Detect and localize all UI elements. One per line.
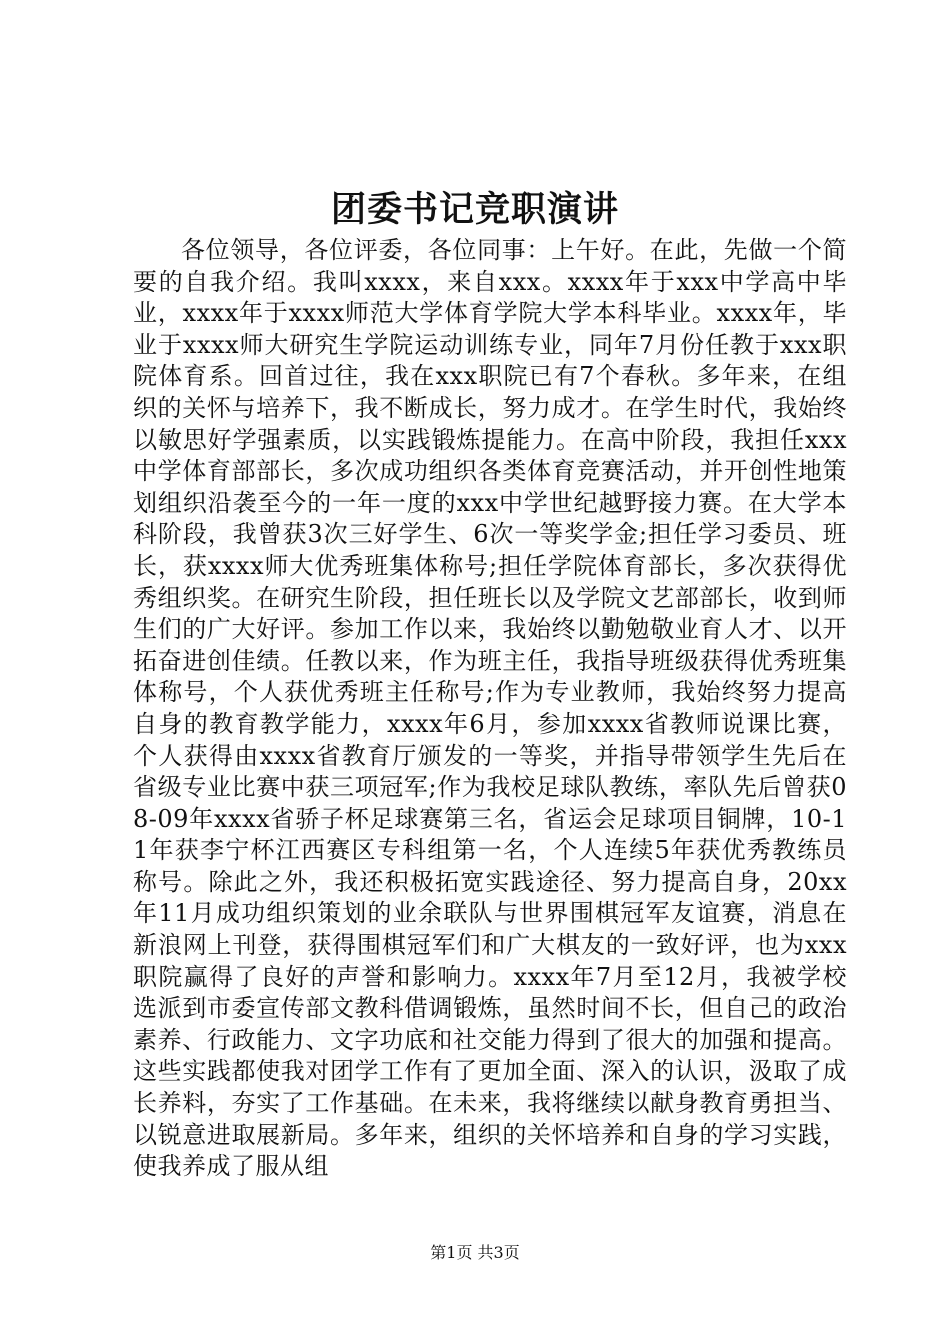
page-footer: 第1页 共3页 bbox=[430, 1243, 520, 1262]
document-body-paragraph: 各位领导，各位评委，各位同事：上午好。在此，先做一个简要的自我介绍。我叫xxxx，来自xxx。xxxx年于xxx中学高中毕业，xxxx年于xxxx师范大学体育学院大学本科毕业。xxxx年，毕业于xxxx师大研究生学院运动训练专业，同年7月份任教于xxx职院体育系。回首过往，我在xxx职院已有7个春秋。多年来，在组织的关怀与培养下，我不断成长，努力成才。在学生时代，我始终以敏思好学强素质，以实践锻炼提能力。在高中阶段，我担任xxx中学体育部部长，多次成功组织各类体育竞赛活动，并开创性地策划组织沿袭至今的一年一度的xxx中学世纪越野接力赛。在大学本科阶段，我曾获3次三好学生、6次一等奖学金;担任学习委员、班长，获xxxx师大优秀班集体称号;担任学院体育部长，多次获得优秀组织奖。在研究生阶段，担任班长以及学院文艺部部长，收到师生们的广大好评。参加工作以来，我始终以勤勉敬业育人才、以开拓奋进创佳绩。任教以来，作为班主任，我指导班级获得优秀班集体称号，个人获优秀班主任称号;作为专业教师，我始终努力提高自身的教育教学能力，xxxx年6月，参加xxxx省教师说课比赛，个人获得由xxxx省教育厅颁发的一等奖，并指导带领学生先后在省级专业比赛中获三项冠军;作为我校足球队教练，率队先后曾获08-09年xxxx省骄子杯足球赛第三名，省运会足球项目铜牌，10-11年获李宁杯江西赛区专科组第一名，个人连续5年获优秀教练员称号。除此之外，我还积极拓宽实践途径、努力提高自身，20xx年11月成功组织策划的业余联队与世界围棋冠军友谊赛，消息在新浪网上刊登，获得围棋冠军们和广大棋友的一致好评，也为xxx职院赢得了良好的声誉和影响力。xxxx年7月至12月，我被学校选派到市委宣传部文教科借调锻炼，虽然时间不长，但自己的政治素养、行政能力、文字功底和社交能力得到了很大的加强和提高。这些实践都使我对团学工作有了更加全面、深入的认识，汲取了成长养料，夯实了工作基础。在未来，我将继续以献身教育勇担当、以锐意进取展新局。多年来，组织的关怀培养和自身的学习实践，使我养成了服从组 bbox=[133, 236, 847, 1181]
document-title: 团委书记竞职演讲 bbox=[330, 189, 619, 230]
